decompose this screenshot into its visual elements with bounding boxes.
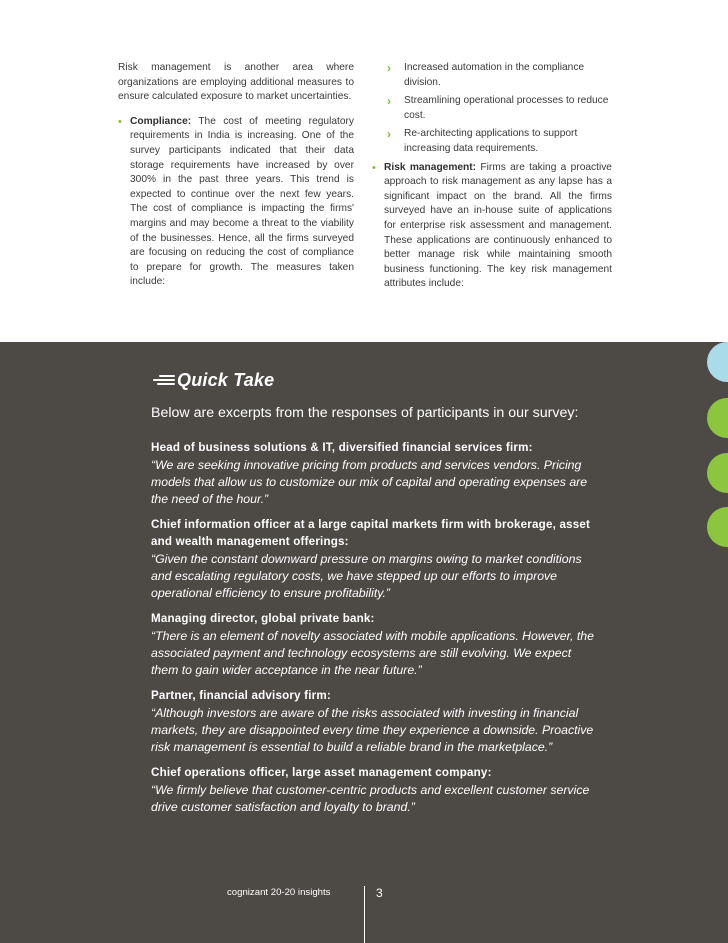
quote-list (151, 439, 601, 824)
compliance-bullet (118, 115, 354, 290)
quote-text: “We are seeking innovative pricing from products and services vendors. Pricing models that allow us to customize our mix of capital and operating expenses are the need of the hour.” (151, 458, 588, 506)
text-section (0, 0, 728, 342)
left-column (118, 61, 354, 300)
quote-item (151, 764, 601, 816)
chevron-right-icon: › (387, 61, 391, 75)
speed-lines-icon (151, 373, 175, 387)
risk-management-label: Risk management: (384, 161, 477, 173)
green-circle-icon (707, 507, 728, 547)
quick-take-header (151, 367, 274, 393)
bullet-dot-icon: • (372, 161, 376, 174)
blue-circle-icon (707, 342, 728, 382)
risk-intro-paragraph: Risk management is another area where organizations are employing additional measures to ensure calculated exposure to market uncertainties. (118, 62, 354, 103)
measure-item (372, 61, 612, 90)
measure-text: Re-architecting applications to support increasing data requirements. (404, 128, 578, 154)
quote-item (151, 516, 601, 602)
quote-source: Chief information officer at a large capital markets firm with brokerage, asset and wealth management offerings: (151, 518, 591, 548)
footer-publication: cognizant 20-20 insights (227, 887, 331, 898)
quote-source: Head of business solutions & IT, diversified financial services firm: (151, 441, 533, 454)
quick-take-title: Quick Take (177, 369, 275, 390)
measure-text: Streamlining operational processes to reduce cost. (404, 95, 609, 121)
chevron-right-icon: › (387, 127, 391, 142)
chevron-right-icon: › (387, 94, 391, 109)
quote-source: Chief operations officer, large asset management company: (151, 766, 492, 779)
measure-text: Increased automation in the compliance division. (404, 62, 585, 88)
measure-item (372, 94, 612, 123)
page-number: 3 (376, 886, 383, 900)
bullet-dot-icon: • (118, 115, 122, 128)
compliance-text: The cost of meeting regulatory requirements in India is increasing. One of the survey participants indicated that their data storage requirements have increased by over 300% in the past three years. This trend is expected to continue over the next few years. The cost of compliance is impacting the firms' margins and may become a threat to the viability of the businesses. Hence, all the firms surveyed are focusing on reducing the cost of compliance to prepare for growth. The measures taken include: (130, 115, 354, 288)
footer-divider (364, 886, 365, 943)
right-column (372, 61, 612, 302)
risk-management-bullet (372, 161, 612, 292)
quote-text: “We firmly believe that customer-centric products and excellent customer service drive customer satisfaction and loyalty to brand.” (151, 783, 590, 814)
quote-source: Managing director, global private bank: (151, 612, 375, 625)
quote-text: “Given the constant downward pressure on margins owing to market conditions and escalating regulatory costs, we have stepped up our efforts to improve operational efficiency to ensure profitability.” (151, 552, 582, 600)
quote-text: “Although investors are aware of the risks associated with investing in financial markets, they are disappointed every time they experience a downside. Proactive risk management is essential to build a reliable brand in the marketplace.” (151, 706, 594, 754)
compliance-label: Compliance: (130, 115, 192, 127)
green-circle-icon (707, 453, 728, 493)
decorative-circles (707, 342, 728, 943)
quote-text: “There is an element of novelty associated with mobile applications. However, the associated payment and technology ecosystems are still evolving. We expect them to gain wider acceptance in the near future.” (151, 629, 594, 677)
risk-management-text: Firms are taking a proactive approach to risk management as any lapse has a significant impact on the brand. All the firms surveyed have an in-house suite of applications for enterprise risk assessment and management. These applications are continuously enhanced to better manage risk while maintaining smooth business functioning. The key risk management attributes include: (384, 161, 612, 290)
quote-item (151, 439, 601, 508)
quote-item (151, 610, 601, 679)
quote-source: Partner, financial advisory firm: (151, 689, 331, 702)
measure-item (372, 127, 612, 156)
quick-take-intro: Below are excerpts from the responses of participants in our survey: (151, 405, 579, 421)
quote-item (151, 687, 601, 756)
